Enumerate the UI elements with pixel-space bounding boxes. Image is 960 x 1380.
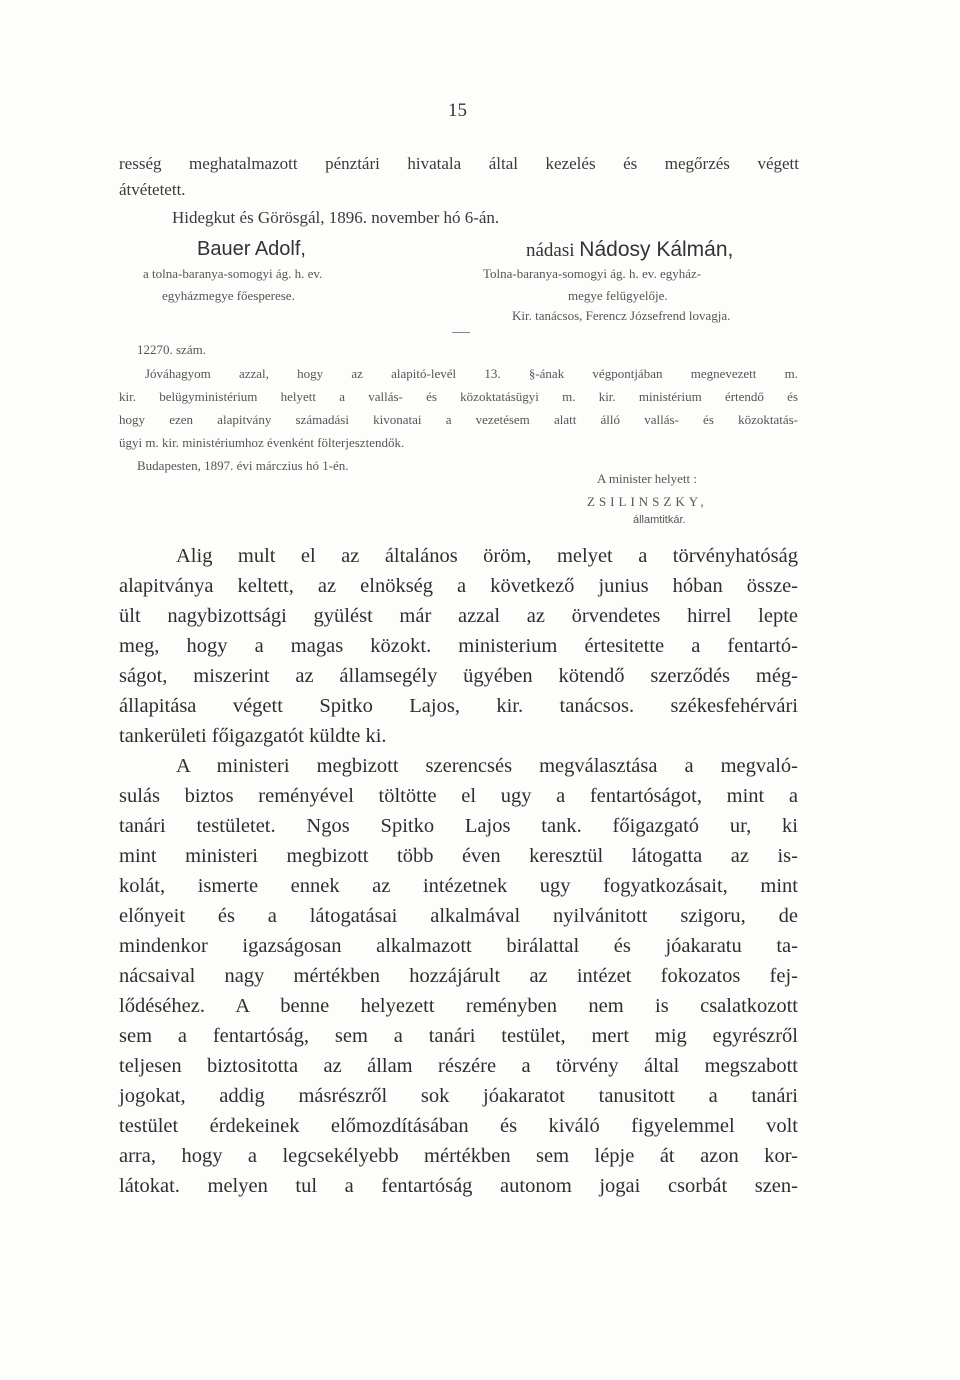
text-line: tanári testületet. Ngos Spitko Lajos tank. főigazgató ur, ki	[119, 815, 798, 837]
left-signature-title: a tolna-baranya-somogyi ág. h. ev.	[143, 266, 323, 281]
top-paragraph-line	[119, 154, 799, 174]
name-prefix: nádasi	[526, 240, 575, 261]
right-signature-title: Tolna-baranya-somogyi ág. h. ev. egyház-	[483, 266, 702, 281]
body-line	[119, 605, 798, 628]
body-line	[119, 1115, 798, 1138]
left-signature-name: Bauer Adolf,	[197, 238, 306, 260]
body-line	[119, 1175, 798, 1198]
date-line: Hidegkut és Görösgál, 1896. november hó 6-án.	[172, 208, 500, 227]
body-line: tankerületi főigazgatót küldte ki.	[119, 725, 387, 747]
text-line: Jóváhagyom azzal, hogy az alapitó-levél 13. §-ának végpontjában megnevezett m.	[145, 366, 798, 381]
page-number: 15	[448, 100, 467, 121]
text-line: Alig mult el az általános öröm, melyet a törvényhatóság	[176, 545, 798, 567]
decree-signer-name: ZSILINSZKY,	[587, 494, 708, 509]
text-line: alapitványa keltett, az elnökség a következő junius hóban össze-	[119, 575, 798, 597]
text-line: állapitása végett Spitko Lajos, kir. tanácsos. székesfehérvári	[119, 695, 798, 717]
text-line: nácsaival nagy mértékben hozzájárult az intézet fokozatos fej-	[119, 965, 798, 987]
text-line: sulás biztos reményével töltötte el ugy a fentartóságot, mint a	[119, 785, 798, 807]
body-line	[119, 965, 798, 988]
text-line: ságot, miszerint az államsegély ügyében kötendő szerződés még-	[119, 665, 798, 687]
body-line	[119, 665, 798, 688]
text-line: jogokat, addig másrészről sok jóakaratot tanusitott a tanári	[119, 1085, 798, 1107]
decree-line: ügyi m. kir. ministériumhoz évenként fölterjesztendők.	[119, 435, 405, 450]
top-paragraph-line: átvétetett.	[119, 180, 186, 199]
body-line	[119, 695, 798, 718]
text-line: sem a fentartóság, sem a tanári testület, mert mig egyrészről	[119, 1025, 798, 1047]
text-line: előnyeit és a látogatásai alkalmával nyilvánitott szigoru, de	[119, 905, 798, 927]
text-line: teljesen biztositotta az állam részére a törvény által megszabott	[119, 1055, 798, 1077]
text-line: arra, hogy a legcsekélyebb mértékben sem lépje át azon kor-	[119, 1145, 798, 1167]
right-signature-name	[526, 238, 733, 262]
body-line	[119, 785, 798, 808]
text-line: mindenkor igazságosan alkalmazott birálattal és jóakaratu ta-	[119, 935, 798, 957]
body-line	[119, 845, 798, 868]
text-line: A ministeri megbizott szerencsés megválasztása a megvaló-	[176, 755, 798, 777]
decree-signer-role: A minister helyett :	[597, 471, 698, 486]
text-line: lődéséhez. A benne helyezett reményben nem is csalatkozott	[119, 995, 798, 1017]
body-line	[176, 545, 798, 568]
decree-signer-title: államtitkár.	[633, 514, 686, 526]
body-line	[176, 755, 798, 778]
body-line	[119, 995, 798, 1018]
body-line	[119, 1055, 798, 1078]
body-line	[119, 1025, 798, 1048]
right-signature-title: megye felügyelője.	[568, 288, 668, 303]
text-line: kir. belügyministérium helyett a vallás- és közoktatásügyi m. kir. ministérium értendő és	[119, 389, 798, 404]
name: Nádosy Kálmán,	[579, 238, 734, 261]
text-line: ült nagybizottsági gyülést már azzal az örvendetes hirrel lepte	[119, 605, 798, 627]
body-line	[119, 575, 798, 598]
right-signature-title: Kir. tanácsos, Ferencz Józsefrend lovagja.	[512, 308, 731, 323]
body-line	[119, 1085, 798, 1108]
decree-line	[145, 366, 798, 382]
text-line: mint ministeri megbizott több éven keresztül látogatta az is-	[119, 845, 798, 867]
body-line	[119, 875, 798, 898]
divider-rule	[452, 332, 470, 333]
body-line	[119, 635, 798, 658]
text-line: meg, hogy a magas közokt. ministerium értesitette a fentartó-	[119, 635, 798, 657]
text-line: resség meghatalmazott pénztári hivatala által kezelés és megőrzés végett	[119, 154, 799, 173]
decree-line	[119, 389, 798, 405]
body-line	[119, 905, 798, 928]
text-line: látokat. melyen tul a fentartóság autonom jogai csorbát szen-	[119, 1175, 798, 1197]
decree-number: 12270. szám.	[137, 342, 206, 357]
body-line	[119, 935, 798, 958]
left-signature-title: egyházmegye főesperese.	[162, 288, 295, 303]
body-line	[119, 815, 798, 838]
body-line	[119, 1145, 798, 1168]
decree-place-date: Budapesten, 1897. évi márczius hó 1-én.	[137, 458, 349, 473]
text-line: kolát, ismerte ennek az intézetnek ugy fogyatkozásait, mint	[119, 875, 798, 897]
decree-line	[119, 412, 798, 428]
text-line: testület érdekeinek előmozdításában és kiváló figyelemmel volt	[119, 1115, 798, 1137]
text-line: hogy ezen alapitvány számadási kivonatai a vezetésem alatt álló vallás- és közoktatás-	[119, 412, 798, 427]
